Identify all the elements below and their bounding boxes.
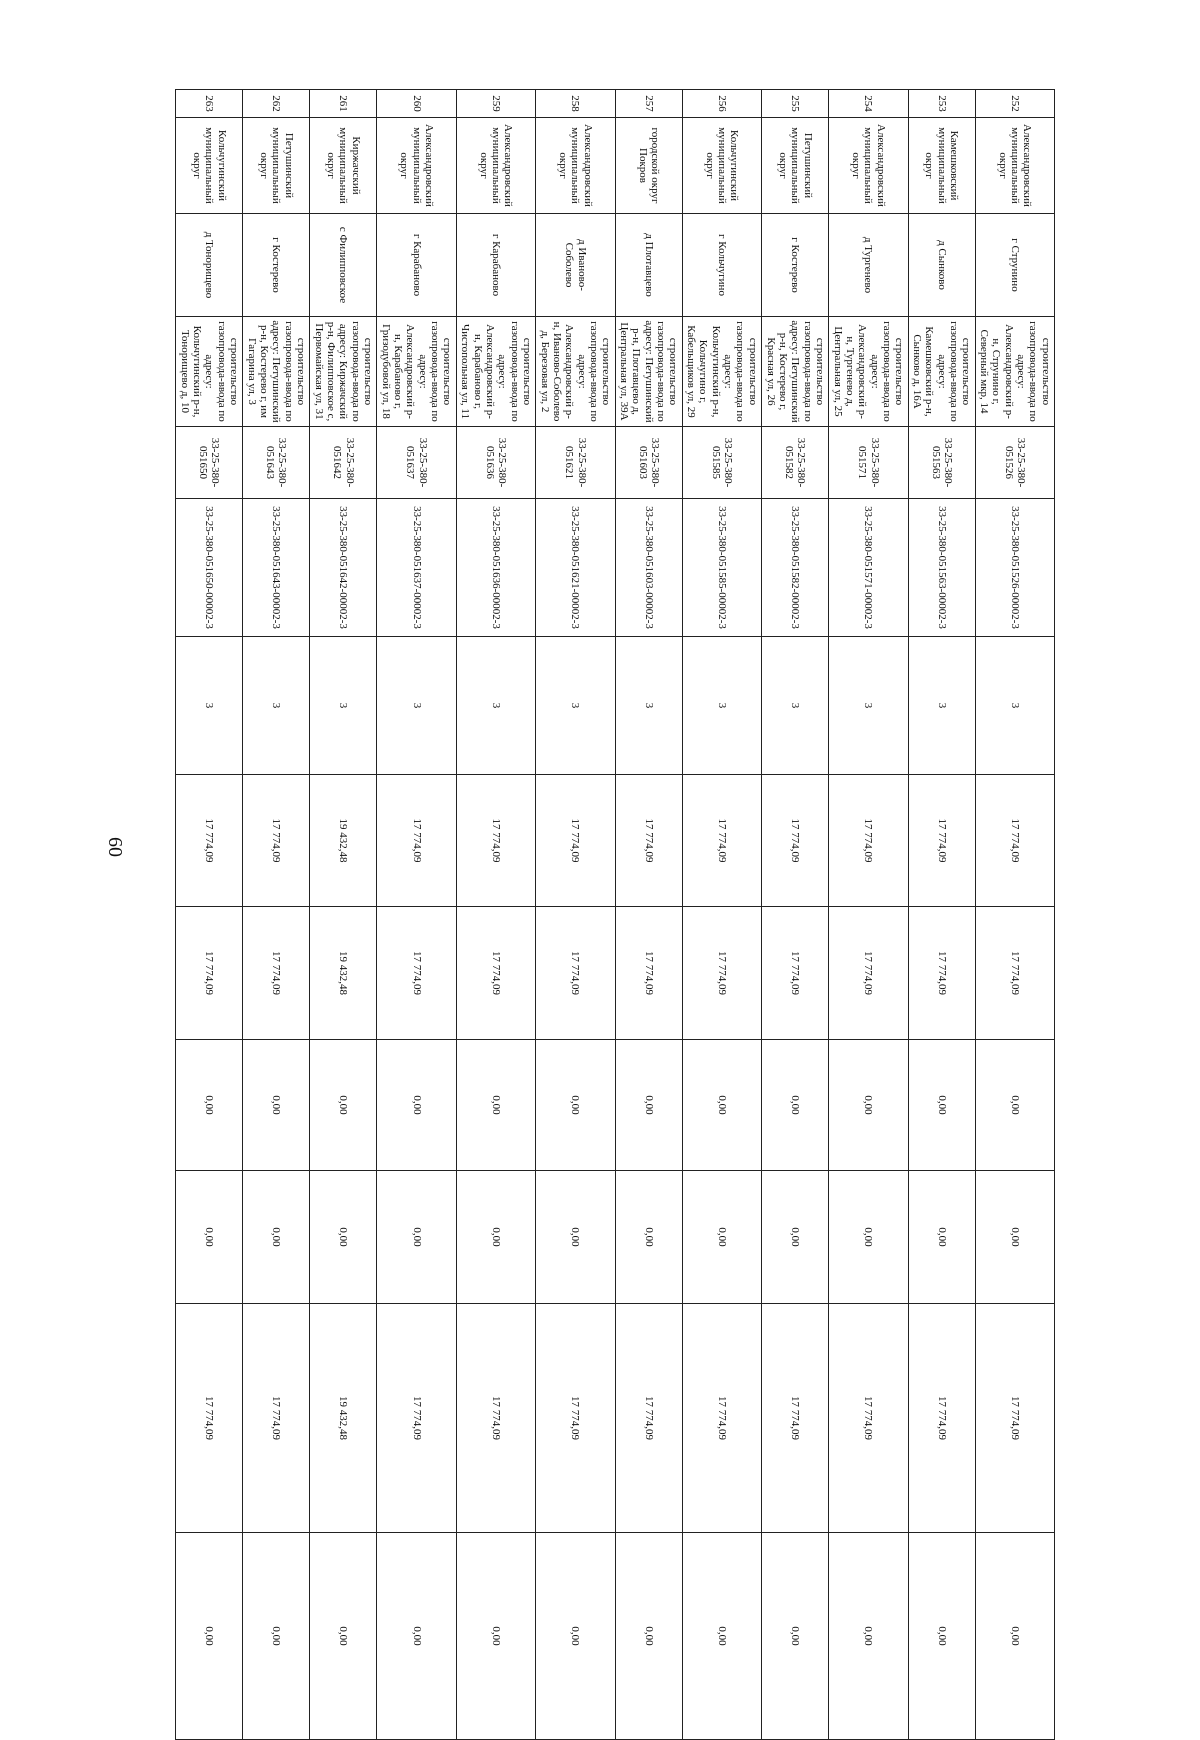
category-cell: 3 (682, 637, 761, 775)
amount-total-cell: 17 774,09 (456, 775, 535, 907)
cadastral-number-cell: 33-25-380-051621 (536, 427, 615, 499)
amount-cell-5: 17 774,09 (377, 1304, 456, 1533)
amount-cell-2: 17 774,09 (615, 907, 682, 1040)
amount-cell-5: 17 774,09 (682, 1304, 761, 1533)
amount-cell-6: 0,00 (176, 1533, 243, 1740)
amount-cell-5: 17 774,09 (829, 1304, 908, 1533)
table-row (243, 90, 310, 1740)
cadastral-number-cell: 33-25-380-051603 (615, 427, 682, 499)
object-code-cell: 33-25-380-051621-00002-3 (536, 499, 615, 637)
amount-cell-3: 0,00 (310, 1040, 377, 1171)
district-cell: Александровский муниципальный округ (829, 118, 908, 214)
object-code-cell: 33-25-380-051585-00002-3 (682, 499, 761, 637)
settlement-cell: г Карабаново (377, 214, 456, 317)
amount-total-cell: 17 774,09 (615, 775, 682, 907)
table-row (176, 90, 243, 1740)
amount-total-cell: 17 774,09 (975, 775, 1054, 907)
amount-cell-5: 17 774,09 (456, 1304, 535, 1533)
table-body (176, 90, 1055, 1740)
amount-cell-3: 0,00 (682, 1040, 761, 1171)
cadastral-number-cell: 33-25-380-051636 (456, 427, 535, 499)
object-description-cell: строительство газопровода-ввода по адресу: Петушинский р-н, Плотавцево д, Центральная ул, 39А (615, 317, 682, 427)
cadastral-number-cell: 33-25-380-051637 (377, 427, 456, 499)
amount-cell-3: 0,00 (908, 1040, 975, 1171)
amount-total-cell: 17 774,09 (176, 775, 243, 907)
amount-cell-4: 0,00 (456, 1171, 535, 1304)
amount-cell-3: 0,00 (975, 1040, 1054, 1171)
object-description-cell: строительство газопровода-ввода по адресу: Александровский р-н, Тургенево д, Центральная ул, 25 (829, 317, 908, 427)
cadastral-number-cell: 33-25-380-051563 (908, 427, 975, 499)
district-cell: Александровский муниципальный округ (377, 118, 456, 214)
settlement-cell: д Тонорищево (176, 214, 243, 317)
object-description-cell: строительство газопровода-ввода по адресу: Камешковский р-н, Сынково д, 16А (908, 317, 975, 427)
data-table (175, 89, 1055, 1740)
category-cell: 3 (762, 637, 829, 775)
row-number: 254 (829, 90, 908, 118)
amount-cell-6: 0,00 (975, 1533, 1054, 1740)
cadastral-number-cell: 33-25-380-051650 (176, 427, 243, 499)
row-number: 260 (377, 90, 456, 118)
object-description-cell: строительство газопровода-ввода по адресу: Александровский р-н, Иваново-Соболево д, Березовая ул, 2 (536, 317, 615, 427)
object-code-cell: 33-25-380-051563-00002-3 (908, 499, 975, 637)
amount-cell-4: 0,00 (615, 1171, 682, 1304)
district-cell: Александровский муниципальный округ (536, 118, 615, 214)
table-row (377, 90, 456, 1740)
amount-cell-4: 0,00 (536, 1171, 615, 1304)
district-cell: Камешковский муниципальный округ (908, 118, 975, 214)
object-code-cell: 33-25-380-051582-00002-3 (762, 499, 829, 637)
row-number: 252 (975, 90, 1054, 118)
amount-cell-5: 17 774,09 (615, 1304, 682, 1533)
amount-total-cell: 17 774,09 (536, 775, 615, 907)
object-code-cell: 33-25-380-051636-00002-3 (456, 499, 535, 637)
amount-cell-6: 0,00 (310, 1533, 377, 1740)
settlement-cell: д Плотавцево (615, 214, 682, 317)
category-cell: 3 (975, 637, 1054, 775)
amount-cell-4: 0,00 (176, 1171, 243, 1304)
amount-cell-6: 0,00 (377, 1533, 456, 1740)
amount-cell-4: 0,00 (908, 1171, 975, 1304)
row-number: 258 (536, 90, 615, 118)
category-cell: 3 (243, 637, 310, 775)
amount-total-cell: 17 774,09 (829, 775, 908, 907)
page-number: 60 (104, 837, 126, 857)
settlement-cell: г Карабаново (456, 214, 535, 317)
amount-cell-2: 19 432,48 (310, 907, 377, 1040)
table-row (682, 90, 761, 1740)
category-cell: 3 (615, 637, 682, 775)
table-sheet (175, 89, 1055, 1679)
district-cell: Кольчугинский муниципальный округ (176, 118, 243, 214)
table-row (975, 90, 1054, 1740)
district-cell: Петушинский муниципальный округ (243, 118, 310, 214)
object-code-cell: 33-25-380-051650-00002-3 (176, 499, 243, 637)
table-row (829, 90, 908, 1740)
object-description-cell: строительство газопровода-ввода по адресу: Александровский р-н, Карабаново г, Гризодубовой ул, 18 (377, 317, 456, 427)
amount-total-cell: 17 774,09 (762, 775, 829, 907)
amount-cell-2: 17 774,09 (536, 907, 615, 1040)
amount-total-cell: 17 774,09 (377, 775, 456, 907)
amount-cell-6: 0,00 (762, 1533, 829, 1740)
object-code-cell: 33-25-380-051526-00002-3 (975, 499, 1054, 637)
object-description-cell: строительство газопровода-ввода по адресу: Петушинский р-н, Костерево г, им Гагарина ул, 3 (243, 317, 310, 427)
amount-cell-3: 0,00 (762, 1040, 829, 1171)
amount-total-cell: 19 432,48 (310, 775, 377, 907)
row-number: 259 (456, 90, 535, 118)
cadastral-number-cell: 33-25-380-051571 (829, 427, 908, 499)
amount-cell-4: 0,00 (377, 1171, 456, 1304)
amount-cell-3: 0,00 (536, 1040, 615, 1171)
amount-cell-3: 0,00 (615, 1040, 682, 1171)
settlement-cell: г Костерево (762, 214, 829, 317)
amount-cell-2: 17 774,09 (176, 907, 243, 1040)
table-row (908, 90, 975, 1740)
table-row (536, 90, 615, 1740)
amount-cell-6: 0,00 (615, 1533, 682, 1740)
cadastral-number-cell: 33-25-380-051642 (310, 427, 377, 499)
amount-cell-5: 17 774,09 (536, 1304, 615, 1533)
table-row (456, 90, 535, 1740)
amount-cell-6: 0,00 (243, 1533, 310, 1740)
table-row (615, 90, 682, 1740)
amount-cell-2: 17 774,09 (908, 907, 975, 1040)
table-row (762, 90, 829, 1740)
amount-cell-5: 17 774,09 (176, 1304, 243, 1533)
amount-cell-5: 17 774,09 (908, 1304, 975, 1533)
amount-total-cell: 17 774,09 (243, 775, 310, 907)
amount-cell-2: 17 774,09 (762, 907, 829, 1040)
district-cell: Петушинский муниципальный округ (762, 118, 829, 214)
amount-cell-6: 0,00 (908, 1533, 975, 1740)
category-cell: 3 (536, 637, 615, 775)
amount-cell-6: 0,00 (536, 1533, 615, 1740)
amount-total-cell: 17 774,09 (682, 775, 761, 907)
row-number: 256 (682, 90, 761, 118)
category-cell: 3 (176, 637, 243, 775)
category-cell: 3 (908, 637, 975, 775)
settlement-cell: с Филипповское (310, 214, 377, 317)
row-number: 257 (615, 90, 682, 118)
object-code-cell: 33-25-380-051637-00002-3 (377, 499, 456, 637)
object-code-cell: 33-25-380-051571-00002-3 (829, 499, 908, 637)
amount-cell-2: 17 774,09 (243, 907, 310, 1040)
row-number: 263 (176, 90, 243, 118)
object-description-cell: строительство газопровода-ввода по адресу: Кольчугинский р-н, Тонорищево д, 10 (176, 317, 243, 427)
amount-cell-6: 0,00 (829, 1533, 908, 1740)
category-cell: 3 (456, 637, 535, 775)
settlement-cell: г Струнино (975, 214, 1054, 317)
object-description-cell: строительство газопровода-ввода по адресу: Кольчугинский р-н, Кольчугино г, Кабельщиков ул, 29 (682, 317, 761, 427)
amount-cell-5: 19 432,48 (310, 1304, 377, 1533)
amount-cell-3: 0,00 (456, 1040, 535, 1171)
amount-total-cell: 17 774,09 (908, 775, 975, 907)
object-code-cell: 33-25-380-051643-00002-3 (243, 499, 310, 637)
amount-cell-2: 17 774,09 (682, 907, 761, 1040)
amount-cell-2: 17 774,09 (456, 907, 535, 1040)
amount-cell-2: 17 774,09 (975, 907, 1054, 1040)
amount-cell-3: 0,00 (243, 1040, 310, 1171)
amount-cell-6: 0,00 (682, 1533, 761, 1740)
row-number: 255 (762, 90, 829, 118)
settlement-cell: г Костерево (243, 214, 310, 317)
cadastral-number-cell: 33-25-380-051585 (682, 427, 761, 499)
amount-cell-5: 17 774,09 (243, 1304, 310, 1533)
settlement-cell: г Кольчугино (682, 214, 761, 317)
cadastral-number-cell: 33-25-380-051526 (975, 427, 1054, 499)
district-cell: Александровский муниципальный округ (456, 118, 535, 214)
category-cell: 3 (377, 637, 456, 775)
category-cell: 3 (829, 637, 908, 775)
amount-cell-4: 0,00 (310, 1171, 377, 1304)
object-description-cell: строительство газопровода-ввода по адресу: Киржачский р-н, Филипповское с, Первомайская ул, 31 (310, 317, 377, 427)
district-cell: городской округ Покров (615, 118, 682, 214)
cadastral-number-cell: 33-25-380-051582 (762, 427, 829, 499)
amount-cell-6: 0,00 (456, 1533, 535, 1740)
row-number: 261 (310, 90, 377, 118)
object-description-cell: строительство газопровода-ввода по адресу: Александровский р-н, Струнино г, Северный мкр, 14 (975, 317, 1054, 427)
amount-cell-4: 0,00 (975, 1171, 1054, 1304)
district-cell: Киржачский муниципальный округ (310, 118, 377, 214)
amount-cell-3: 0,00 (176, 1040, 243, 1171)
rotated-table-container (175, 89, 1055, 1679)
category-cell: 3 (310, 637, 377, 775)
district-cell: Кольчугинский муниципальный округ (682, 118, 761, 214)
amount-cell-4: 0,00 (243, 1171, 310, 1304)
amount-cell-5: 17 774,09 (762, 1304, 829, 1533)
row-number: 253 (908, 90, 975, 118)
object-description-cell: строительство газопровода-ввода по адресу: Петушинский р-н, Костерево г, Красная ул, 26 (762, 317, 829, 427)
amount-cell-3: 0,00 (829, 1040, 908, 1171)
amount-cell-4: 0,00 (829, 1171, 908, 1304)
settlement-cell: д Тургенево (829, 214, 908, 317)
cadastral-number-cell: 33-25-380-051643 (243, 427, 310, 499)
settlement-cell: д Иваново-Соболево (536, 214, 615, 317)
object-code-cell: 33-25-380-051642-00002-3 (310, 499, 377, 637)
settlement-cell: д Сынково (908, 214, 975, 317)
object-description-cell: строительство газопровода-ввода по адресу: Александровский р-н, Карабаново г, Чистопольная ул, 11 (456, 317, 535, 427)
object-code-cell: 33-25-380-051603-00002-3 (615, 499, 682, 637)
district-cell: Александровский муниципальный округ (975, 118, 1054, 214)
amount-cell-4: 0,00 (762, 1171, 829, 1304)
amount-cell-4: 0,00 (682, 1171, 761, 1304)
table-row (310, 90, 377, 1740)
row-number: 262 (243, 90, 310, 118)
amount-cell-5: 17 774,09 (975, 1304, 1054, 1533)
amount-cell-2: 17 774,09 (829, 907, 908, 1040)
amount-cell-2: 17 774,09 (377, 907, 456, 1040)
amount-cell-3: 0,00 (377, 1040, 456, 1171)
